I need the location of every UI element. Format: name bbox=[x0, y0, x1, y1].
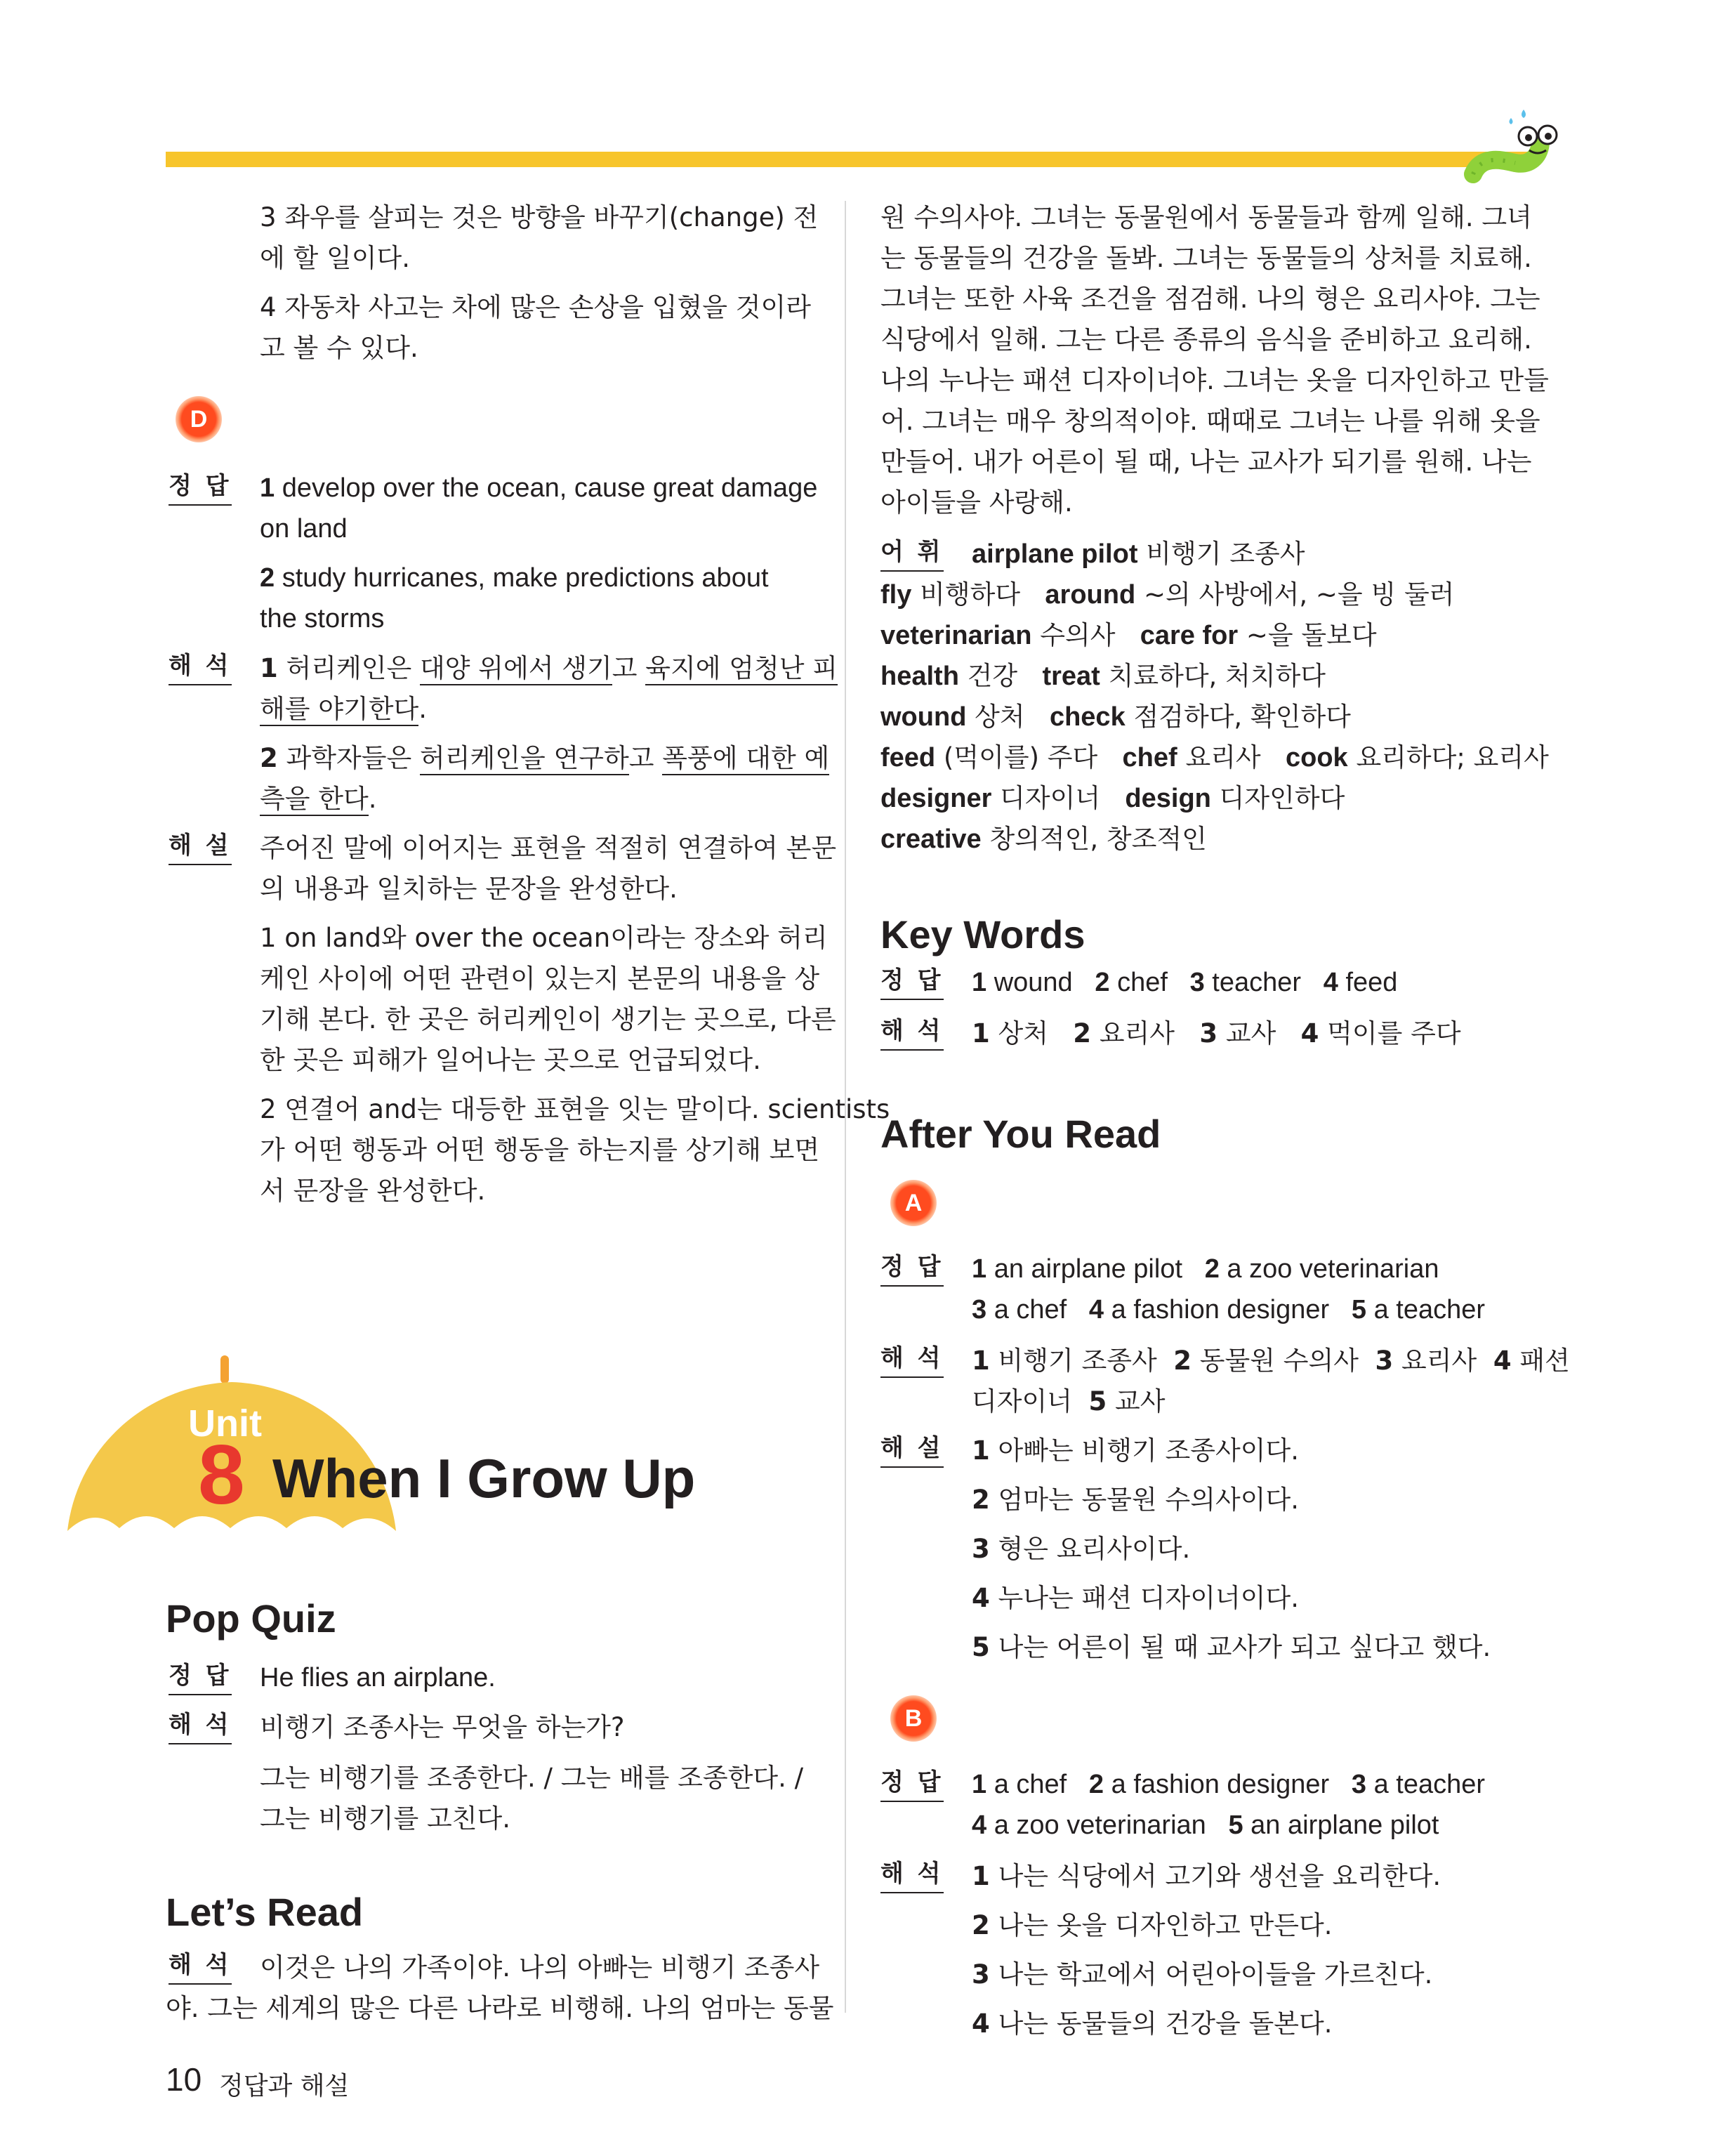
cont-line-4b: 고 볼 수 있다. bbox=[260, 333, 418, 363]
lets-read-line-2: 야. 그는 세계의 많은 다른 나라로 비행해. 나의 엄마는 동물 bbox=[166, 1993, 834, 2023]
ayr-a-expl: 4 누나는 패션 디자이너이다. bbox=[972, 1583, 1299, 1613]
section-a-badge: A bbox=[890, 1180, 937, 1226]
ayr-a-expl: 2 엄마는 동물원 수의사이다. bbox=[972, 1485, 1299, 1515]
ayr-b-trans: 2 나는 옷을 디자인하고 만든다. bbox=[972, 1910, 1333, 1940]
unit-word: Unit bbox=[188, 1402, 262, 1445]
d-answer-2b: the storms bbox=[260, 604, 385, 633]
d-trans-1b: 해를 야기한다. bbox=[260, 688, 427, 730]
d-trans-2b: 측을 한다. bbox=[260, 778, 377, 820]
passage-line: 는 동물들의 건강을 돌봐. 그녀는 동물들의 상처를 치료해. bbox=[880, 243, 1532, 273]
ayr-a-answer-label: 정 답 bbox=[880, 1250, 944, 1287]
header-accent-bar bbox=[166, 152, 1528, 167]
after-you-read-heading: After You Read bbox=[880, 1112, 1161, 1156]
key-words-translation-label: 해 석 bbox=[880, 1014, 944, 1051]
vocab-row: wound 상처 check 점검하다, 확인하다 bbox=[880, 702, 1351, 732]
d-explanation-label: 해 설 bbox=[169, 829, 232, 865]
d-expl-1b: 케인 사이에 어떤 관련이 있는지 본문의 내용을 상 bbox=[260, 964, 820, 994]
ayr-b-answer-label: 정 답 bbox=[880, 1766, 944, 1802]
pop-quiz-trans-1: 비행기 조종사는 무엇을 하는가? bbox=[260, 1712, 625, 1742]
d-answer-1a: 1 develop over the ocean, cause great damage bbox=[260, 473, 818, 503]
ayr-b-answers-1: 1 a chef 2 a fashion designer 3 a teacher bbox=[972, 1770, 1486, 1799]
d-answer-label: 정 답 bbox=[169, 469, 232, 506]
pop-quiz-translation-label: 해 석 bbox=[169, 1708, 232, 1744]
ayr-b-translation-label: 해 석 bbox=[880, 1857, 944, 1893]
vocab-row: creative 창의적인, 창조적인 bbox=[880, 824, 1207, 854]
d-trans-2a: 2 과학자들은 허리케인을 연구하고 폭풍에 대한 예 bbox=[260, 737, 829, 779]
ayr-a-explanation-label: 해 설 bbox=[880, 1431, 944, 1468]
d-trans-1a: 1 허리케인은 대양 위에서 생기고 육지에 엄청난 피 bbox=[260, 648, 838, 689]
unit-title: When I Grow Up bbox=[272, 1447, 696, 1509]
ayr-a-expl: 5 나는 어른이 될 때 교사가 되고 싶다고 했다. bbox=[972, 1632, 1491, 1662]
vocab-label: 어 휘 bbox=[880, 535, 944, 572]
passage-line: 그녀는 또한 사육 조건을 점검해. 나의 형은 요리사야. 그는 bbox=[880, 284, 1540, 314]
footer-label: 정답과 해설 bbox=[219, 2072, 350, 2101]
page-number: 10 bbox=[166, 2061, 202, 2098]
lets-read-line-1: 이것은 나의 가족이야. 나의 아빠는 비행기 조종사 bbox=[260, 1952, 820, 1983]
d-translation-label: 해 석 bbox=[169, 649, 232, 685]
ayr-b-trans: 1 나는 식당에서 고기와 생선을 요리한다. bbox=[972, 1861, 1441, 1891]
passage-line: 어. 그녀는 매우 창의적이야. 때때로 그녀는 나를 위해 옷을 bbox=[880, 406, 1540, 436]
lets-read-heading: Let’s Read bbox=[166, 1890, 364, 1934]
vocab-row: airplane pilot 비행기 조종사 bbox=[972, 539, 1305, 569]
d-expl-2c: 서 문장을 완성한다. bbox=[260, 1176, 486, 1206]
vocab-row: feed (먹이를) 주다 chef 요리사 cook 요리하다; 요리사 bbox=[880, 742, 1549, 773]
ayr-a-expl: 1 아빠는 비행기 조종사이다. bbox=[972, 1435, 1299, 1466]
cont-line-4a: 4 자동차 사고는 차에 많은 손상을 입혔을 것이라 bbox=[260, 292, 811, 322]
ayr-a-answers-1: 1 an airplane pilot 2 a zoo veterinarian bbox=[972, 1254, 1439, 1284]
d-expl-1c: 기해 본다. 한 곳은 허리케인이 생기는 곳으로, 다른 bbox=[260, 1004, 836, 1034]
pop-quiz-trans-2b: 그는 비행기를 고친다. bbox=[260, 1803, 510, 1834]
d-expl-1d: 한 곳은 피해가 일어나는 곳으로 언급되었다. bbox=[260, 1045, 761, 1075]
vocab-row: health 건강 treat 치료하다, 처치하다 bbox=[880, 661, 1326, 691]
cont-line-3b: 에 할 일이다. bbox=[260, 243, 410, 273]
ayr-b-trans: 4 나는 동물들의 건강을 돌본다. bbox=[972, 2009, 1333, 2039]
pop-quiz-heading: Pop Quiz bbox=[166, 1596, 336, 1641]
passage-line: 원 수의사야. 그녀는 동물원에서 동물들과 함께 일해. 그녀 bbox=[880, 202, 1532, 232]
passage-line: 아이들을 사랑해. bbox=[880, 487, 1073, 518]
lets-read-translation-label: 해 석 bbox=[169, 1948, 232, 1985]
ayr-b-trans: 3 나는 학교에서 어린아이들을 가르친다. bbox=[972, 1959, 1433, 1990]
d-expl-0a: 주어진 말에 이어지는 표현을 적절히 연결하여 본문 bbox=[260, 833, 837, 863]
key-words-answers: 1 wound 2 chef 3 teacher 4 feed bbox=[972, 968, 1398, 997]
d-answer-2a: 2 study hurricanes, make predictions about bbox=[260, 563, 769, 593]
d-expl-1a: 1 on land와 over the ocean이라는 장소와 허리 bbox=[260, 923, 828, 953]
d-expl-2a: 2 연결어 and는 대등한 표현을 잇는 말이다. scientists bbox=[260, 1094, 890, 1124]
d-expl-2b: 가 어떤 행동과 어떤 행동을 하는지를 상기해 보면 bbox=[260, 1135, 820, 1165]
key-words-heading: Key Words bbox=[880, 912, 1085, 957]
cont-line-3a: 3 좌우를 살피는 것은 방향을 바꾸기(change) 전 bbox=[260, 202, 819, 232]
ayr-b-answers-2: 4 a zoo veterinarian 5 an airplane pilot bbox=[972, 1810, 1439, 1840]
unit-number: 8 bbox=[198, 1428, 245, 1522]
ayr-a-trans-2: 디자이너 5 교사 bbox=[972, 1386, 1166, 1416]
ayr-a-trans-1: 1 비행기 조종사 2 동물원 수의사 3 요리사 4 패션 bbox=[972, 1346, 1570, 1376]
passage-line: 식당에서 일해. 그는 다른 종류의 음식을 준비하고 요리해. bbox=[880, 324, 1532, 355]
vocab-row: designer 디자이너 design 디자인하다 bbox=[880, 783, 1345, 813]
section-d-badge: D bbox=[176, 396, 222, 442]
ayr-a-answers-2: 3 a chef 4 a fashion designer 5 a teacher bbox=[972, 1295, 1486, 1325]
passage-line: 만들어. 내가 어른이 될 때, 나는 교사가 되기를 원해. 나는 bbox=[880, 447, 1532, 477]
vocab-row: fly 비행하다 around ~의 사방에서, ~을 빙 둘러 bbox=[880, 579, 1455, 610]
ayr-a-translation-label: 해 석 bbox=[880, 1341, 944, 1378]
passage-line: 나의 누나는 패션 디자이너야. 그녀는 옷을 디자인하고 만들 bbox=[880, 365, 1549, 395]
d-expl-0b: 의 내용과 일치하는 문장을 완성한다. bbox=[260, 874, 678, 904]
worm-mascot-icon bbox=[1460, 90, 1559, 188]
section-b-badge: B bbox=[890, 1695, 937, 1742]
pop-quiz-answer: He flies an airplane. bbox=[260, 1663, 496, 1692]
key-words-answer-label: 정 답 bbox=[880, 964, 944, 1000]
d-answer-1b: on land bbox=[260, 514, 348, 544]
vocab-row: veterinarian 수의사 care for ~을 돌보다 bbox=[880, 620, 1377, 650]
ayr-a-expl: 3 형은 요리사이다. bbox=[972, 1534, 1191, 1564]
pop-quiz-trans-2a: 그는 비행기를 조종한다. / 그는 배를 조종한다. / bbox=[260, 1763, 804, 1793]
pop-quiz-answer-label: 정 답 bbox=[169, 1659, 232, 1695]
key-words-translations: 1 상처 2 요리사 3 교사 4 먹이를 주다 bbox=[972, 1018, 1461, 1049]
